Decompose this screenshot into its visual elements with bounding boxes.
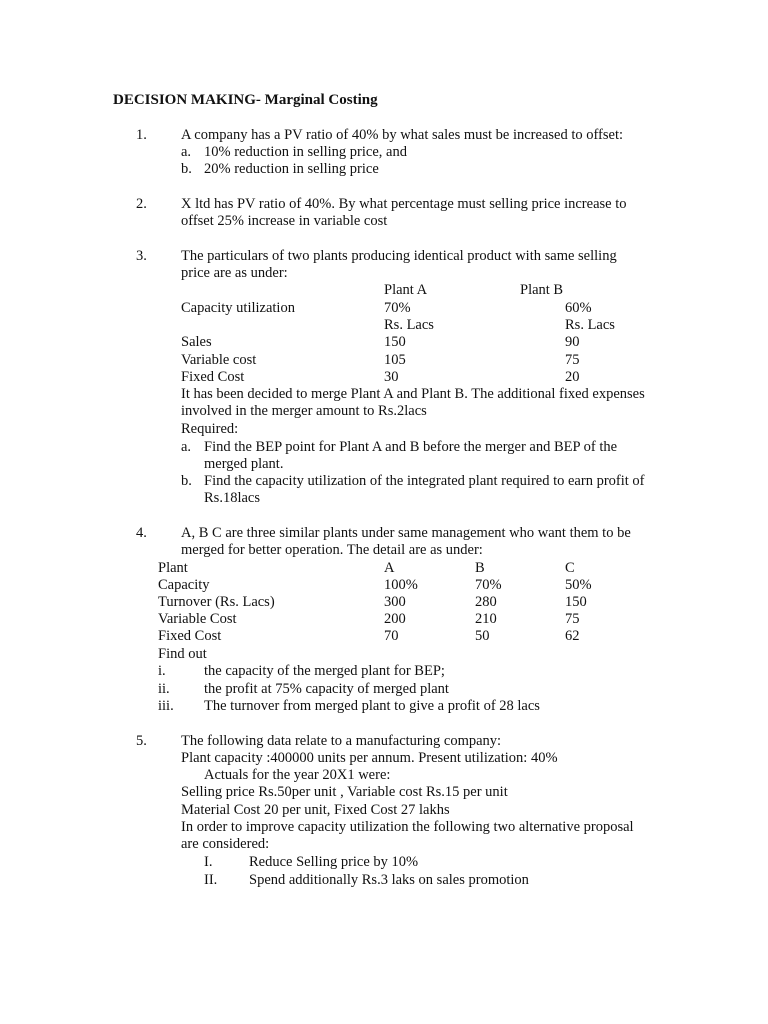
required-label: Required: [181,421,239,437]
sub-item-marker: b. [181,161,192,177]
question-text: Material Cost 20 per unit, Fixed Cost 27 lakhs [181,802,450,818]
sub-item-marker: I. [204,854,213,870]
sub-item-text: Reduce Selling price by 10% [249,854,419,870]
question-text: In order to improve capacity utilization the following two alternative proposal [181,819,634,835]
row-label: Turnover (Rs. Lacs) [158,594,275,610]
table-cell: B [475,560,485,576]
sub-item-text: the profit at 75% capacity of merged plant [204,681,449,697]
sub-item-marker: ii. [158,681,170,697]
question-text: The following data relate to a manufacturing company: [181,733,502,749]
question-text: It has been decided to merge Plant A and Plant B. The additional fixed expenses [181,386,645,402]
sub-item-text: Find the capacity utilization of the integrated plant required to earn profit of [204,473,645,489]
question-text: The particulars of two plants producing identical product with same selling [181,248,617,264]
table-cell: 280 [475,594,497,610]
sub-item-text: merged plant. [204,456,284,472]
table-cell: 50 [475,628,490,644]
question-number: 5. [136,733,147,749]
table-cell: Rs. Lacs [565,317,615,333]
document-title: DECISION MAKING- Marginal Costing [113,92,378,108]
table-cell: Rs. Lacs [384,317,434,333]
question-text: Actuals for the year 20X1 were: [204,767,391,783]
sub-item-text: Find the BEP point for Plant A and B before the merger and BEP of the [204,439,618,455]
table-cell: 100% [384,577,418,593]
question-text: price are as under: [181,265,288,281]
row-label: Capacity utilization [181,300,295,316]
table-cell: 70% [475,577,502,593]
question-number: 2. [136,196,147,212]
table-cell: 20 [565,369,580,385]
sub-item-marker: iii. [158,698,174,714]
sub-item-text: 20% reduction in selling price [204,161,379,177]
table-cell: 75 [565,352,580,368]
row-label: Plant [158,560,188,576]
table-cell: 200 [384,611,406,627]
table-cell: A [384,560,395,576]
table-cell: 60% [565,300,592,316]
table-cell: 70 [384,628,399,644]
row-label: Capacity [158,577,210,593]
row-label: Variable Cost [158,611,237,627]
sub-item-marker: a. [181,144,192,160]
column-header: Plant A [384,282,428,298]
question-text: offset 25% increase in variable cost [181,213,388,229]
question-text: A, B C are three similar plants under same management who want them to be [181,525,631,541]
question-number: 4. [136,525,147,541]
row-label: Sales [181,334,212,350]
question-text: A company has a PV ratio of 40% by what sales must be increased to offset: [181,127,624,143]
question-number: 3. [136,248,147,264]
sub-item-marker: II. [204,872,218,888]
row-label: Fixed Cost [158,628,222,644]
question-text: X ltd has PV ratio of 40%. By what percentage must selling price increase to [181,196,627,212]
question-text: merged for better operation. The detail are as under: [181,542,483,558]
sub-item-text: Rs.18lacs [204,490,260,506]
sub-item-marker: b. [181,473,192,489]
table-cell: 90 [565,334,580,350]
table-cell: 70% [384,300,411,316]
sub-item-marker: a. [181,439,192,455]
sub-item-text: the capacity of the merged plant for BEP; [204,663,445,679]
table-cell: 300 [384,594,406,610]
column-header: Plant B [520,282,564,298]
sub-item-text: The turnover from merged plant to give a profit of 28 lacs [204,698,540,714]
sub-item-text: Spend additionally Rs.3 laks on sales promotion [249,872,529,888]
table-cell: 50% [565,577,592,593]
question-text: Selling price Rs.50per unit , Variable cost Rs.15 per unit [181,784,508,800]
table-cell: 150 [565,594,587,610]
table-cell: 150 [384,334,406,350]
table-cell: 30 [384,369,399,385]
table-cell: C [565,560,575,576]
find-out-label: Find out [158,646,207,662]
table-cell: 75 [565,611,580,627]
table-cell: 210 [475,611,497,627]
question-text: Plant capacity :400000 units per annum. Present utilization: 40% [181,750,558,766]
row-label: Variable cost [181,352,257,368]
table-cell: 105 [384,352,406,368]
sub-item-marker: i. [158,663,166,679]
sub-item-text: 10% reduction in selling price, and [204,144,407,160]
question-text: involved in the merger amount to Rs.2lacs [181,403,427,419]
question-text: are considered: [181,836,270,852]
table-cell: 62 [565,628,580,644]
row-label: Fixed Cost [181,369,245,385]
question-number: 1. [136,127,147,143]
